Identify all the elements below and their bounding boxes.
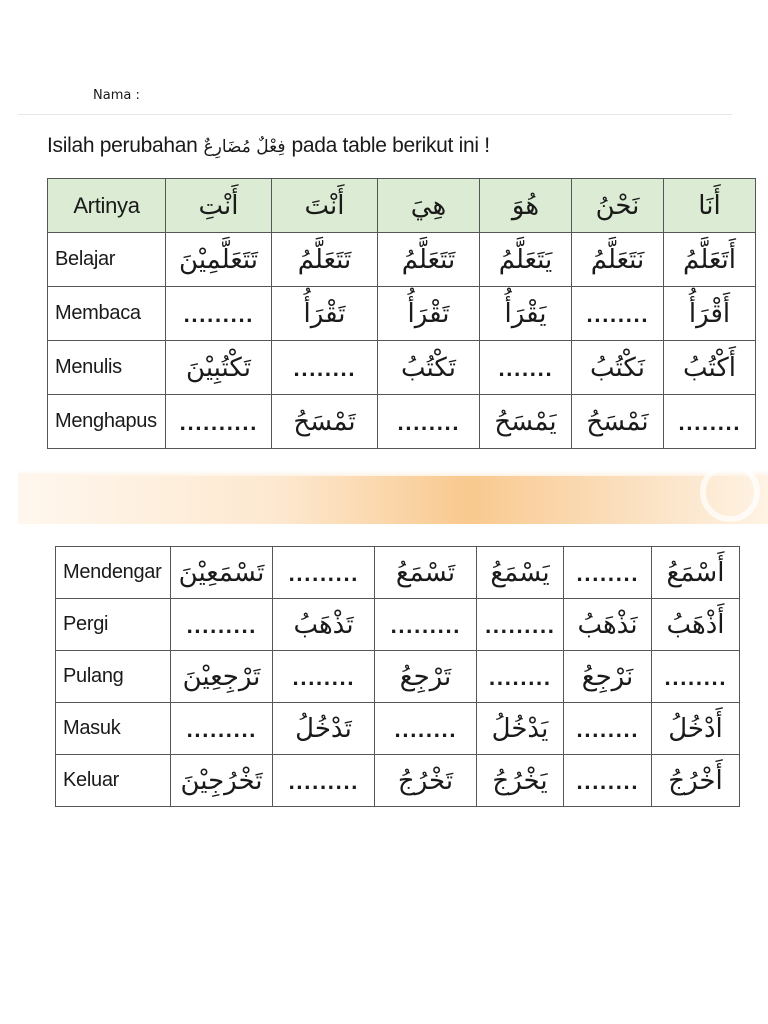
blank-cell: .........	[166, 287, 272, 341]
row-label: Keluar	[56, 755, 171, 807]
blank-cell: ........	[652, 651, 740, 703]
blank-cell: ........	[664, 395, 756, 449]
table-cell: تَقْرَأُ	[272, 287, 378, 341]
blank-cell: .........	[171, 703, 273, 755]
row-label: Mendengar	[56, 547, 171, 599]
table-row	[56, 703, 740, 755]
header-cell: أَنْتَ	[272, 179, 378, 233]
table-cell: نَتَعَلَّمُ	[572, 233, 664, 287]
blank-cell: .........	[273, 547, 375, 599]
blank-cell: ........	[375, 703, 477, 755]
table-cell: يَمْسَحُ	[480, 395, 572, 449]
row-label: Membaca	[48, 287, 166, 341]
table-cell: تَتَعَلَّمُ	[272, 233, 378, 287]
table-cell: أَدْخُلُ	[652, 703, 740, 755]
row-label: Menghapus	[48, 395, 166, 449]
table-cell: نَكْتُبُ	[572, 341, 664, 395]
table-cell: أَتَعَلَّمُ	[664, 233, 756, 287]
table-cell: تَرْجِعُ	[375, 651, 477, 703]
table-cell: تَكْتُبِيْنَ	[166, 341, 272, 395]
nama-label: Nama :	[93, 88, 140, 103]
blank-cell: ........	[564, 547, 652, 599]
table-row	[56, 547, 740, 599]
table-cell: نَمْسَحُ	[572, 395, 664, 449]
row-label: Belajar	[48, 233, 166, 287]
blank-cell: .........	[273, 755, 375, 807]
header-cell: Artinya	[48, 179, 166, 233]
decorative-band	[18, 476, 768, 524]
table-cell: نَذْهَبُ	[564, 599, 652, 651]
table-cell: أَقْرَأُ	[664, 287, 756, 341]
header-cell: نَحْنُ	[572, 179, 664, 233]
table-cell: تَتَعَلَّمِيْنَ	[166, 233, 272, 287]
row-label: Masuk	[56, 703, 171, 755]
table-cell: تَتَعَلَّمُ	[378, 233, 480, 287]
table-row	[56, 755, 740, 807]
table-row	[56, 651, 740, 703]
table-cell: تَذْهَبُ	[273, 599, 375, 651]
blank-cell: ........	[572, 287, 664, 341]
table-row	[48, 341, 756, 395]
instruction-after: pada table berikut ini !	[291, 134, 490, 157]
header-cell: أَنْتِ	[166, 179, 272, 233]
blank-cell: .......	[480, 341, 572, 395]
table-cell: نَرْجِعُ	[564, 651, 652, 703]
table-cell: تَسْمَعِيْنَ	[171, 547, 273, 599]
table-cell: تَدْخُلُ	[273, 703, 375, 755]
blank-cell: .........	[477, 599, 564, 651]
table-cell: يَتَعَلَّمُ	[480, 233, 572, 287]
table-cell: أَكْتُبُ	[664, 341, 756, 395]
table-row	[48, 287, 756, 341]
table-cell: تَسْمَعُ	[375, 547, 477, 599]
instruction-arabic: فِعْلٌ مُضَارِعٌ	[203, 137, 286, 157]
table-cell: يَخْرُجُ	[477, 755, 564, 807]
table-row	[56, 599, 740, 651]
row-label: Pergi	[56, 599, 171, 651]
header-cell: أَنَا	[664, 179, 756, 233]
table-cell: يَقْرَأُ	[480, 287, 572, 341]
blank-cell: .........	[171, 599, 273, 651]
divider	[18, 114, 732, 115]
blank-cell: ........	[273, 651, 375, 703]
blank-cell: ........	[564, 755, 652, 807]
table-cell: تَقْرَأُ	[378, 287, 480, 341]
table-cell: تَمْسَحُ	[272, 395, 378, 449]
conjugation-table-1	[47, 178, 756, 449]
table-header-row	[48, 179, 756, 233]
instruction-text	[47, 134, 490, 158]
blank-cell: ........	[378, 395, 480, 449]
table-cell: أَخْرُجُ	[652, 755, 740, 807]
header-cell: هُوَ	[480, 179, 572, 233]
table-cell: أَسْمَعُ	[652, 547, 740, 599]
table-cell: تَرْجِعِيْنَ	[171, 651, 273, 703]
blank-cell: ........	[272, 341, 378, 395]
table-cell: تَخْرُجُ	[375, 755, 477, 807]
table-row	[48, 233, 756, 287]
blank-cell: ........	[477, 651, 564, 703]
blank-cell: ........	[564, 703, 652, 755]
row-label: Menulis	[48, 341, 166, 395]
blank-cell: .........	[375, 599, 477, 651]
dome-ornament-icon	[700, 462, 760, 522]
row-label: Pulang	[56, 651, 171, 703]
table-cell: يَسْمَعُ	[477, 547, 564, 599]
table-cell: تَخْرُجِيْنَ	[171, 755, 273, 807]
header-cell: هِيَ	[378, 179, 480, 233]
table-row	[48, 395, 756, 449]
conjugation-table-2	[55, 546, 740, 807]
table-cell: أَذْهَبُ	[652, 599, 740, 651]
instruction-before: Isilah perubahan	[47, 134, 198, 157]
blank-cell: ..........	[166, 395, 272, 449]
table-cell: يَدْخُلُ	[477, 703, 564, 755]
table-cell: تَكْتُبُ	[378, 341, 480, 395]
